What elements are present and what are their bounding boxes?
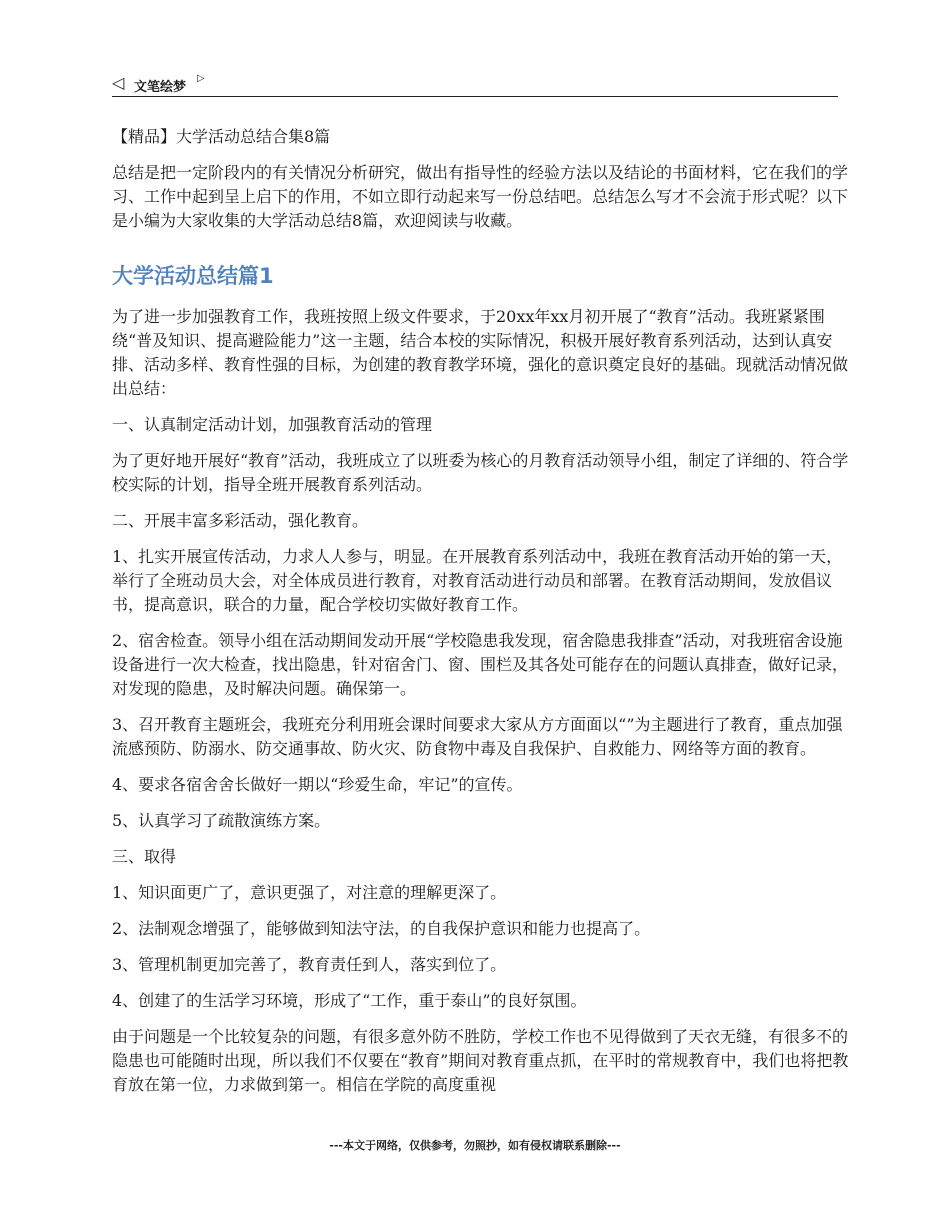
paragraph: 5、认真学习了疏散演练方案。: [112, 811, 331, 830]
paragraph: 4、要求各宿舍舍长做好一期以“珍爱生命，牢记”的宣传。: [112, 775, 523, 794]
paragraph: 2、法制观念增强了，能够做到知法守法，的自我保护意识和能力也提高了。: [112, 919, 651, 938]
paragraph: 二、开展丰富多彩活动，强化教育。: [112, 511, 369, 530]
section-heading: 大学活动总结篇1: [112, 264, 274, 288]
paragraph: 1、知识面更广了，意识更强了，对注意的理解更深了。: [112, 883, 507, 902]
paragraph: 3、管理机制更加完善了，教育责任到人，落实到位了。: [112, 955, 507, 974]
brand-name: 文笔绘梦: [134, 80, 187, 95]
paragraph: 为了更好地开展好“教育”活动，我班成立了以班委为核心的月教育活动领导小组，制定了详细的、符合学校实际的计划，指导全班开展教育系列活动。: [112, 451, 849, 494]
paragraph: 1、扎实开展宣传活动，力求人人参与，明显。在开展教育系列活动中，我班在教育活动开始的第一天，举行了全班动员大会，对全体成员进行教育，对教育活动进行动员和部署。在教育活动期间，发放倡议书，提高意识，联合的力量，配合学校切实做好教育工作。: [112, 547, 843, 614]
page-footer: ---本文于网络，仅供参考，勿照抄，如有侵权请联系删除---: [329, 1139, 621, 1152]
intro-paragraph: 总结是把一定阶段内的有关情况分析研究，做出有指导性的经验方法以及结论的书面材料，它在我们的学习、工作中起到呈上启下的作用，不如立即行动起来写一份总结吧。总结怎么写才不会流于形式呢？以下是小编为大家收集的大学活动总结8篇，欢迎阅读与收藏。: [112, 163, 849, 230]
triangle-left-icon: ◁: [112, 73, 125, 92]
paragraph: 一、认真制定活动计划，加强教育活动的管理: [112, 415, 433, 434]
document-title: 【精品】大学活动总结合集8篇: [112, 127, 331, 146]
document-body: [112, 125, 852, 1109]
paragraph: 为了进一步加强教育工作，我班按照上级文件要求，于20xx年xx月初开展了“教育”活动。我班紧紧围绕“普及知识、提高避险能力”这一主题，结合本校的实际情况，积极开展好教育系列活动，达到认真安排、活动多样、教育性强的目标，为创建的教育教学环境，强化的意识奠定良好的基础。现就活动情况做出总结：: [112, 307, 849, 398]
page-header: [112, 72, 838, 97]
paragraph: 由于问题是一个比较复杂的问题，有很多意外防不胜防，学校工作也不见得做到了天衣无缝，有很多不的隐患也可能随时出现，所以我们不仅要在“教育”期间对教育重点抓，在平时的常规教育中，我们也将把教育放在第一位，力求做到第一。相信在学院的高度重视: [112, 1027, 849, 1094]
triangle-right-icon: ▷: [197, 73, 205, 84]
paragraph: 4、创建了的生活学习环境，形成了“工作，重于泰山”的良好氛围。: [112, 991, 587, 1010]
paragraph: 2、宿舍检查。领导小组在活动期间发动开展“学校隐患我发现，宿舍隐患我排查”活动，对我班宿舍设施设备进行一次大检查，找出隐患，针对宿舍门、窗、围栏及其各处可能存在的问题认真排查，做好记录，对发现的隐患，及时解决问题。确保第一。: [112, 631, 849, 698]
paragraph: 三、取得: [112, 847, 177, 866]
paragraph: 3、召开教育主题班会，我班充分利用班会课时间要求大家从方方面面以“”为主题进行了教育，重点加强流感预防、防溺水、防交通事故、防火灾、防食物中毒及自我保护、自救能力、网络等方面的教育。: [112, 715, 843, 758]
